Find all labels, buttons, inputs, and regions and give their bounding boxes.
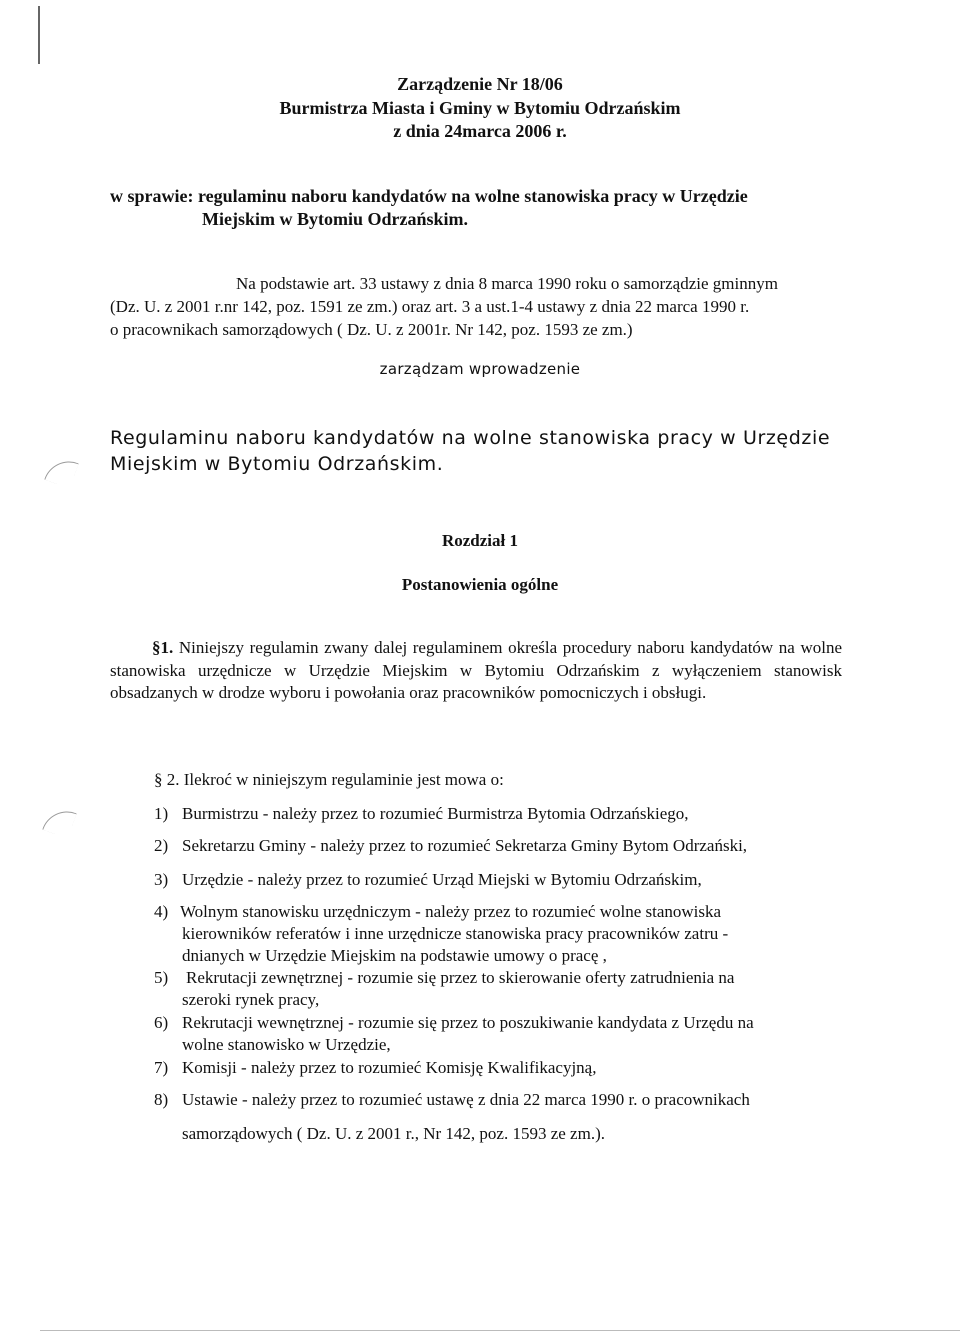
decree-text: zarządzam wprowadzenie xyxy=(379,360,581,378)
definition-item-text: Ustawie - należy przez to rozumieć ustawę z dnia 22 marca 1990 r. o pracownikach xyxy=(182,1090,750,1109)
scan-edge-line xyxy=(40,1330,960,1331)
scan-arc xyxy=(44,454,79,489)
definition-item-num: 2) xyxy=(154,836,169,855)
section-1-paragraph xyxy=(110,637,842,705)
scan-arc xyxy=(42,804,77,839)
definition-item-text: wolne stanowisko w Urzędzie, xyxy=(182,1035,391,1054)
subject-line-1: w sprawie: regulaminu naboru kandydatów na wolne stanowiska pracy w Urzędzie xyxy=(110,186,748,206)
regulation-title-line-1: Regulaminu naboru kandydatów na wolne stanowiska pracy w Urzędzie xyxy=(110,427,831,449)
legal-basis-line-1: Na podstawie art. 33 ustawy z dnia 8 marca 1990 roku o samorządzie gminnym xyxy=(236,274,778,293)
section-2-mark: § 2. xyxy=(154,770,180,789)
definition-item-num: 7) xyxy=(154,1058,169,1077)
section-2-heading xyxy=(154,769,504,791)
definition-item-text: Burmistrzu - należy przez to rozumieć Burmistrza Bytomia Odrzańskiego, xyxy=(182,804,689,823)
subject-line-2: Miejskim w Bytomiu Odrzańskim. xyxy=(202,209,469,229)
definition-item-num: 6) xyxy=(154,1013,169,1032)
legal-basis-line-3: o pracownikach samorządowych ( Dz. U. z 2001r. Nr 142, poz. 1593 ze zm.) xyxy=(110,320,633,339)
scan-mark xyxy=(38,6,40,64)
definition-item-text: Wolnym stanowisku urzędniczym - należy przez to rozumieć wolne stanowiska xyxy=(180,902,722,921)
date-line: z dnia 24marca 2006 r. xyxy=(393,121,567,141)
issuer-line: Burmistrza Miasta i Gminy w Bytomiu Odrzańskim xyxy=(279,98,681,118)
section-1-text: Niniejszy regulamin zwany dalej regulaminem określa procedury naboru kandydatów na wolne stanowiska urzędnicze w Urzędzie Miejskim w Bytomiu Odrzańskim z wyłączeniem stanowisk obsadzanych w drodze wyboru i powołania oraz pracowników pomocniczych i obsługi. xyxy=(110,638,842,702)
section-2-intro: Ilekroć w niniejszym regulaminie jest mowa o: xyxy=(183,770,504,789)
legal-basis-line-2: (Dz. U. z 2001 r.nr 142, poz. 1591 ze zm.) oraz art. 3 a ust.1-4 ustawy z dnia 22 marca 1990 r. xyxy=(110,297,750,316)
definition-item-num: 3) xyxy=(154,870,169,889)
chapter-title: Postanowienia ogólne xyxy=(401,575,559,594)
definition-item-text: Urzędzie - należy przez to rozumieć Urząd Miejski w Bytomiu Odrzańskim, xyxy=(182,870,702,889)
definition-item-text: samorządowych ( Dz. U. z 2001 r., Nr 142, poz. 1593 ze zm.). xyxy=(182,1124,605,1143)
definition-item-num: 8) xyxy=(154,1090,169,1109)
definition-item-num: 5) xyxy=(154,968,169,987)
definition-item-text: Komisji - należy przez to rozumieć Komisję Kwalifikacyjną, xyxy=(182,1058,597,1077)
regulation-title-line-2: Miejskim w Bytomiu Odrzańskim. xyxy=(110,453,444,475)
definition-item-text: dnianych w Urzędzie Miejskim na podstawie umowy o pracę , xyxy=(182,946,607,965)
definition-item-text: szeroki rynek pracy, xyxy=(182,990,320,1009)
document-title: Zarządzenie Nr 18/06 xyxy=(397,74,563,94)
definition-item-text: Rekrutacji wewnętrznej - rozumie się przez to poszukiwanie kandydata z Urzędu na xyxy=(182,1013,754,1032)
chapter-number: Rozdział 1 xyxy=(441,531,519,550)
definition-item-text: Sekretarzu Gminy - należy przez to rozumieć Sekretarza Gminy Bytom Odrzański, xyxy=(182,836,748,855)
definition-item-num: 1) xyxy=(154,804,169,823)
definition-item-num: 4) xyxy=(154,902,169,921)
definition-item-text: Rekrutacji zewnętrznej - rozumie się przez to skierowanie oferty zatrudnienia na xyxy=(186,968,735,987)
definition-item-text: kierowników referatów i inne urzędnicze stanowiska pracy pracowników zatru - xyxy=(182,924,729,943)
section-1-mark: §1. xyxy=(152,638,174,657)
